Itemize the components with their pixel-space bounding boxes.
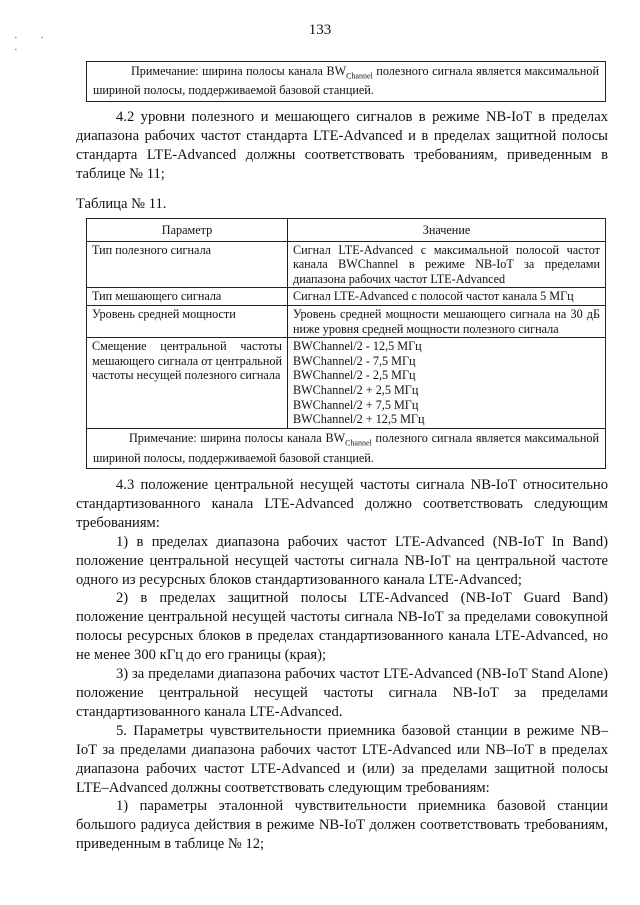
list-item-1 xyxy=(76,533,608,590)
paragraph-5-text: 5. Параметры чувствительности приемника базовой станции в режиме NB–IoT за пределами диапазона рабочих частот LTE-Advanced или NB–IoT в пределах диапазона рабочих частот LTE-Advanced и (или) за пределами защитной полосы LTE–Advanced должны соответствовать следующим требованиям: xyxy=(76,722,608,796)
page-number: 133 xyxy=(308,22,332,38)
list-item-1-text: 1) в пределах диапазона рабочих частот LTE-Advanced (NB-IoT In Band) положение центральной несущей частоты сигнала NB-IoT на центральной частоте одного из ресурсных блоков стандартизованного канала LTE-Advanced; xyxy=(76,533,608,588)
note-top-sub: Channel xyxy=(346,71,373,81)
offset-value: BWChannel/2 - 2,5 МГц xyxy=(293,368,416,383)
offset-value: BWChannel/2 - 12,5 МГц xyxy=(293,339,422,354)
offset-value: BWChannel/2 + 2,5 МГц xyxy=(293,382,419,397)
list-item-2-text: 2) в пределах защитной полосы LTE-Advanced (NB-IoT Guard Band) положение центральной несущей частоты сигнала NB-IoT за пределами совокупной полосы ресурсных блоков в пределах стандартизованного канала LTE-Advanced, но не менее 300 кГц до его границы (края); xyxy=(76,590,608,664)
table-header-row xyxy=(87,219,606,242)
row-param: Тип полезного сигнала xyxy=(87,241,288,288)
row-param: Смещение центральной частоты мешающего сигнала от центральной частоты несущей полезного сигнала xyxy=(87,338,288,429)
body-text xyxy=(76,476,608,854)
row-value: Уровень средней мощности мешающего сигнала на 30 дБ ниже уровня средней мощности полезного сигнала xyxy=(288,305,606,337)
offset-value: BWChannel/2 + 12,5 МГц xyxy=(293,412,425,427)
paragraph-5-1 xyxy=(76,797,608,854)
section-4-2 xyxy=(76,108,608,184)
margin-marks: · · · xyxy=(14,32,55,56)
paragraph-5 xyxy=(76,722,608,798)
table-row xyxy=(87,288,606,306)
header-parameter: Параметр xyxy=(87,219,288,242)
table-row xyxy=(87,305,606,337)
table-note-prefix: Примечание: ширина полосы канала BW xyxy=(129,430,346,445)
header-value: Значение xyxy=(288,219,606,242)
parameters-table xyxy=(86,218,606,469)
note-top-suffix: полезного сигнала является максимальной шириной полосы, поддерживаемой базовой станцией. xyxy=(93,64,599,98)
table-caption: Таблица № 11. xyxy=(76,196,167,212)
row-value: Сигнал LTE-Advanced с максимальной полосой частот канала BWChannel в режиме NB-IoT за пределами диапазона рабочих частот LTE-Advanced xyxy=(288,241,606,288)
offset-value: BWChannel/2 + 7,5 МГц xyxy=(293,397,419,412)
row-value: Сигнал LTE-Advanced с полосой частот канала 5 МГц xyxy=(288,288,606,306)
table-row xyxy=(87,241,606,288)
note-top xyxy=(86,61,606,102)
table-row xyxy=(87,338,606,429)
table-note-row xyxy=(87,428,606,469)
paragraph-4-3-text: 4.3 положение центральной несущей частоты сигнала NB-IoT относительно стандартизованного канала LTE-Advanced должно соответствовать следующим требованиям: xyxy=(76,477,608,531)
list-item-3 xyxy=(76,665,608,722)
paragraph-5-1-text: 1) параметры эталонной чувствительности приемника базовой станции большого радиуса действия в режиме NB-IoT должен соответствовать требованиям, приведенным в таблице № 12; xyxy=(76,798,608,853)
list-item-2 xyxy=(76,589,608,665)
row-param: Тип мешающего сигнала xyxy=(87,288,288,306)
table-note-sub: Channel xyxy=(345,438,372,448)
row-param: Уровень средней мощности xyxy=(87,305,288,337)
table-note xyxy=(87,428,606,469)
row-values xyxy=(288,338,606,429)
table-note-suffix: полезного сигнала является максимальной шириной полосы, поддерживаемой базовой станцией. xyxy=(93,430,599,465)
paragraph-4-3 xyxy=(76,476,608,533)
section-4-2-text: 4.2 уровни полезного и мешающего сигналов в режиме NB-IoT в пределах диапазона рабочих частот стандарта LTE-Advanced и в пределах защитной полосы стандарта LTE-Advanced должны соответствовать требованиям, приведенным в таблице № 11; xyxy=(76,109,608,182)
note-top-prefix: Примечание: ширина полосы канала BW xyxy=(131,64,347,78)
list-item-3-text: 3) за пределами диапазона рабочих частот LTE-Advanced (NB-IoT Stand Alone) положение центральной несущей частоты сигнала NB-IoT за пределами стандартизованного канала LTE-Advanced. xyxy=(76,666,608,720)
offset-value: BWChannel/2 - 7,5 МГц xyxy=(293,353,416,368)
